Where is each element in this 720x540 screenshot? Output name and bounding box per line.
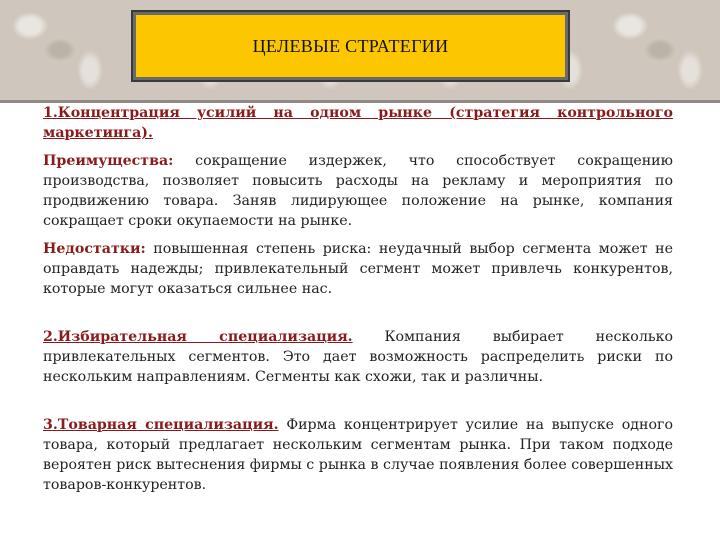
page-title: ЦЕЛЕВЫЕ СТРАТЕГИИ — [252, 35, 449, 56]
spacer — [43, 143, 673, 151]
spacer — [43, 299, 673, 327]
disadvantages-label: Недостатки: — [43, 241, 146, 257]
section-2-paragraph — [43, 327, 673, 387]
advantages-paragraph — [43, 151, 673, 231]
spacer — [43, 231, 673, 239]
advantages-label: Преимущества: — [43, 153, 174, 169]
section-2-text: Компания выбирает несколько привлекательных сегментов. Это дает возможность распределить риски по нескольким направлениям. Сегменты как схожи, так и различны. — [43, 329, 673, 385]
advantages-text: сокращение издержек, что способствует сокращению производства, позволяет повысить расходы на рекламу и мероприятия по продвижению товара. Заняв лидирующее положение на рынке, компания сокращает сроки окупаемости на рынке. — [43, 153, 673, 229]
section-3-paragraph — [43, 415, 673, 495]
disadvantages-paragraph — [43, 239, 673, 299]
section-3-text: Фирма концентрирует усилие на выпуске одного товара, который предлагает нескольким сегментам рынка. При таком подходе вероятен риск вытеснения фирмы с рынка в случае появления более совершенных товаров-конкурентов. — [43, 417, 674, 493]
section-1-heading-text: 1.Концентрация усилий на одном рынке (стратегия контрольного маркетинга). — [43, 105, 673, 141]
section-1-heading — [43, 103, 673, 143]
spacer — [43, 387, 673, 415]
document-body — [43, 103, 673, 495]
section-3-heading: 3.Товарная специализация. — [43, 417, 279, 433]
section-2-heading: 2.Избирательная специализация. — [43, 329, 353, 345]
title-box — [133, 12, 568, 80]
disadvantages-text: повышенная степень риска: неудачный выбор сегмента может не оправдать надежды; привлекательный сегмент может привлечь конкурентов, которые могут оказаться сильнее нас. — [43, 241, 673, 297]
